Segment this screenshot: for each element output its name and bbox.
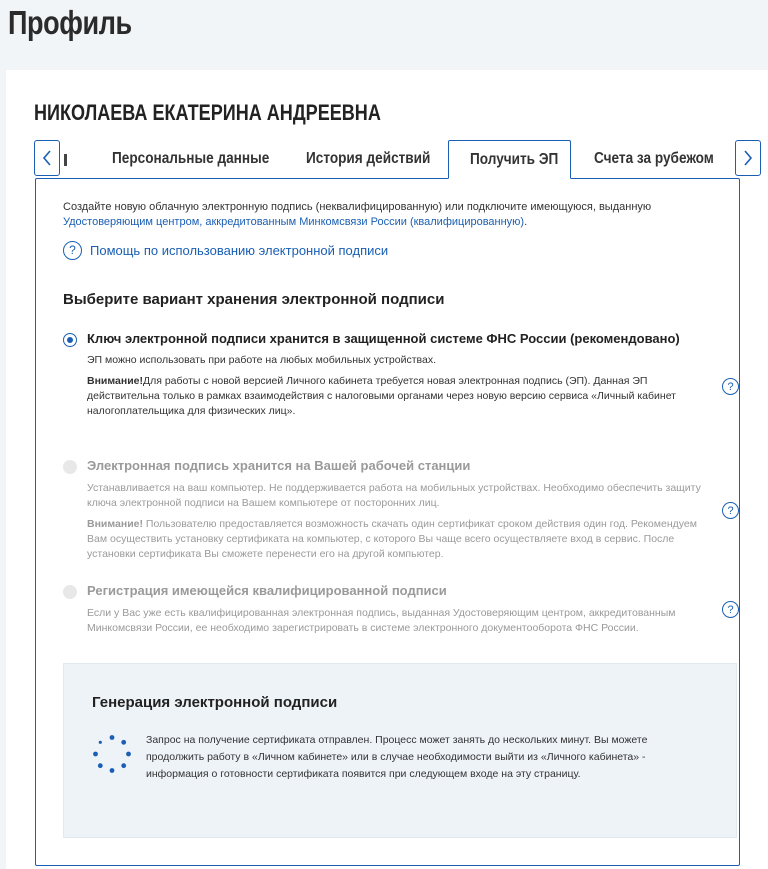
warning-label: Внимание! xyxy=(87,375,143,387)
tab-label: Счета за рубежом xyxy=(594,150,714,167)
radio-option-workstation[interactable] xyxy=(63,460,77,474)
tabs-scroll-left-button[interactable] xyxy=(34,140,60,176)
storage-option-fns xyxy=(63,331,713,419)
loading-spinner-icon xyxy=(92,734,132,774)
generation-panel xyxy=(63,663,737,838)
user-name: НИКОЛАЕВА ЕКАТЕРИНА АНДРЕЕВНА xyxy=(34,100,381,125)
warning-text: Для работы с новой версией Личного кабинета требуется новая электронная подпись (ЭП). Данная ЭП действительна только в рамках взаимодействия с налоговыми органами через новую версию сервиса «Личный кабинет налогоплательщика для физических лиц». xyxy=(87,375,676,417)
option-warning xyxy=(87,374,713,419)
chevron-right-icon xyxy=(743,149,753,167)
question-icon: ? xyxy=(63,241,82,260)
option-help-icon[interactable]: ? xyxy=(722,378,739,395)
option-title: Регистрация имеющейся квалифицированной подписи xyxy=(87,583,447,598)
tab-label: История действий xyxy=(306,150,431,167)
option-description: Если у Вас уже есть квалифицированная электронная подпись, выданная Удостоверяющим центром, аккредитованным Минкомсвязи России, ее необходимо зарегистрировать в системе электронного документооборота ФНС России. xyxy=(87,607,676,634)
help-link[interactable]: Помощь по использованию электронной подписи xyxy=(90,243,389,258)
storage-option-workstation xyxy=(63,458,713,562)
tab-action-history[interactable] xyxy=(306,140,452,178)
intro-sentence: Создайте новую облачную электронную подпись (неквалифицированную) или подключите имеющуюся, выданную xyxy=(63,201,652,213)
option-description: ЭП можно использовать при работе на любых мобильных устройствах. xyxy=(87,354,436,366)
warning-label: Внимание! xyxy=(87,518,143,530)
storage-option-qualified xyxy=(63,583,713,636)
option-title: Электронная подпись хранится на Вашей рабочей станции xyxy=(87,458,471,473)
help-row[interactable] xyxy=(63,241,388,260)
tab-label: Получить ЭП xyxy=(470,151,559,168)
chevron-left-icon xyxy=(42,149,52,167)
tabs-scroll-right-button[interactable] xyxy=(735,140,761,176)
tab-personal-data[interactable] xyxy=(112,140,297,178)
profile-card xyxy=(6,70,768,869)
option-warning xyxy=(87,517,713,562)
option-description: Устанавливается на ваш компьютер. Не поддерживается работа на мобильных устройствах. Необходимо обеспечить защиту ключа электронной подписи на Вашем компьютере от посторонних лиц. xyxy=(87,482,701,509)
accredited-center-link[interactable]: Удостоверяющим центром, аккредитованным Минкомсвязи России (квалифицированную) xyxy=(63,216,525,228)
tab-get-signature[interactable] xyxy=(448,140,571,179)
option-help-icon[interactable]: ? xyxy=(722,601,739,618)
option-help-icon[interactable]: ? xyxy=(722,502,739,519)
tab-foreign-accounts[interactable] xyxy=(594,140,735,178)
tabs-bar xyxy=(34,140,768,180)
option-title: Ключ электронной подписи хранится в защищенной системе ФНС России (рекомендовано) xyxy=(87,331,680,346)
page-title: Профиль xyxy=(8,4,132,41)
generation-title: Генерация электронной подписи xyxy=(92,694,338,711)
generation-text: Запрос на получение сертификата отправлен. Процесс может занять до нескольких минут. Вы можете продолжить работу в «Личном кабинете» или в случае необходимости выйти из «Личного кабинета» - информация о готовности сертификата появится при следующем входе на эту страницу. xyxy=(146,734,648,780)
intro-suffix: . xyxy=(524,216,528,228)
radio-option-fns[interactable] xyxy=(63,333,77,347)
tab-content xyxy=(35,178,740,866)
section-title: Выберите вариант хранения электронной подписи xyxy=(63,291,445,308)
warning-text: Пользователю предоставляется возможность скачать один сертификат сроком действия один год. Рекомендуем Вам осуществить установку сертификата на компьютер, с которого Вы чаще всего осуществляете вход в сервис. После установки сертификата Вы сможете перенести его на другой компьютер. xyxy=(87,518,697,560)
tab-label: Персональные данные xyxy=(112,150,270,167)
intro-text xyxy=(63,200,703,230)
tab-divider xyxy=(64,154,67,166)
radio-option-qualified[interactable] xyxy=(63,585,77,599)
